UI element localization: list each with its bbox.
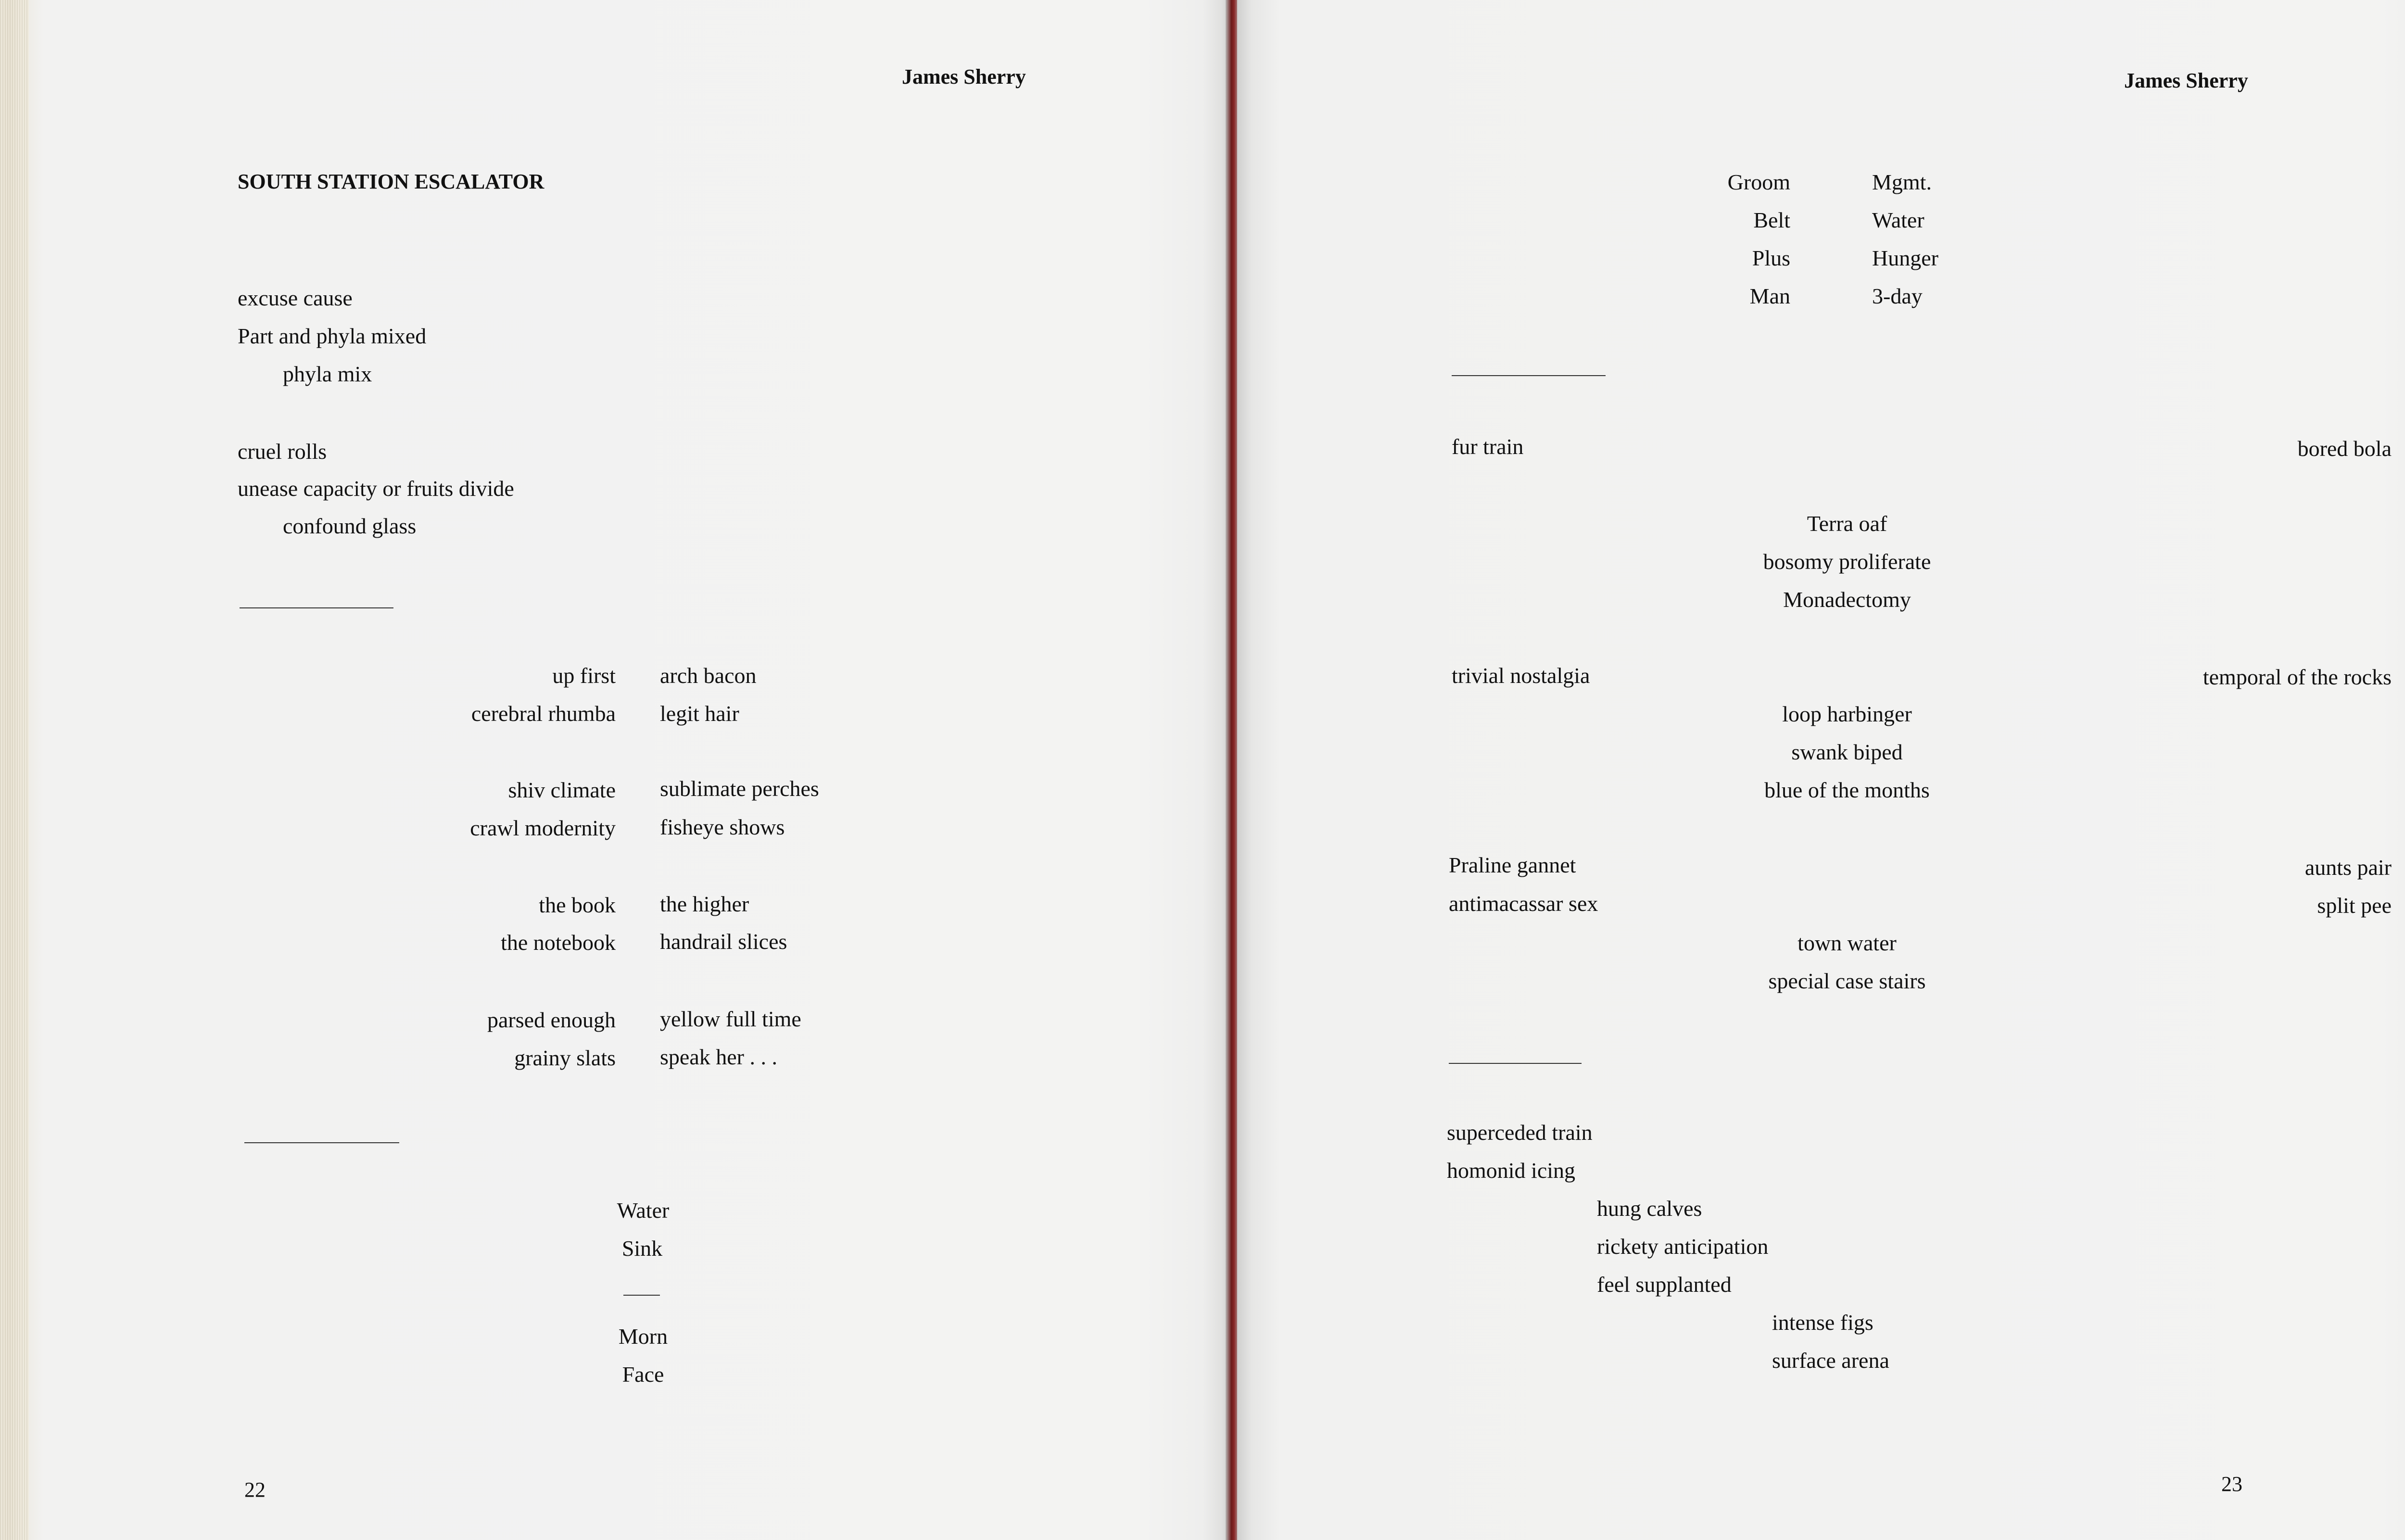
poem-line: Face xyxy=(622,1362,664,1387)
poem-line: arch bacon xyxy=(660,663,757,688)
poem-line: special case stairs xyxy=(1768,969,1926,993)
poem-line: grainy slats xyxy=(514,1046,616,1070)
poem-line: temporal of the rocks xyxy=(2202,665,2392,689)
poem-line: fisheye shows xyxy=(660,815,785,839)
poem-line: sublimate perches xyxy=(660,776,819,801)
page-number: 22 xyxy=(244,1478,266,1502)
poem-line: parsed enough xyxy=(487,1008,616,1032)
poem-line: bored bola xyxy=(2297,436,2392,461)
section-rule xyxy=(240,607,393,608)
poem-line: Plus xyxy=(1752,246,1790,270)
poem-line: yellow full time xyxy=(660,1007,801,1031)
page-edges xyxy=(0,0,29,1540)
poem-line: phyla mix xyxy=(283,362,372,386)
poem-line: the higher xyxy=(660,892,749,916)
poem-line: legit hair xyxy=(660,701,739,726)
poem-line: surface arena xyxy=(1772,1348,1889,1373)
poem-line: handrail slices xyxy=(660,929,787,954)
poem-line: split pee xyxy=(2317,893,2392,918)
poem-line: homonid icing xyxy=(1447,1158,1576,1183)
poem-line: Hunger xyxy=(1872,246,1938,270)
poem-line: Belt xyxy=(1753,208,1790,232)
poem-line: Water xyxy=(1872,208,1924,232)
poem-line: shiv climate xyxy=(508,778,616,802)
poem-line: Terra oaf xyxy=(1807,511,1887,536)
poem-line: aunts pair xyxy=(2304,855,2392,880)
poem-line: Praline gannet xyxy=(1449,853,1576,877)
section-rule xyxy=(244,1142,399,1143)
poem-line: 3-day xyxy=(1872,284,1923,308)
poem-line: Groom xyxy=(1727,170,1790,194)
poem-line: excuse cause xyxy=(238,286,353,310)
poem-title: SOUTH STATION ESCALATOR xyxy=(238,170,544,193)
poem-line: crawl modernity xyxy=(470,816,616,840)
poem-line: Man xyxy=(1749,284,1790,308)
short-rule xyxy=(623,1295,660,1296)
poem-line: Morn xyxy=(618,1324,668,1349)
poem-line: blue of the months xyxy=(1764,778,1930,802)
poem-line: trivial nostalgia xyxy=(1452,663,1590,688)
poem-line: Water xyxy=(617,1198,670,1223)
poem-line: antimacassar sex xyxy=(1449,891,1598,916)
poem-line: town water xyxy=(1797,931,1897,955)
poem-line: rickety anticipation xyxy=(1597,1234,1769,1259)
right-page xyxy=(1237,0,2405,1540)
poem-line: bosomy proliferate xyxy=(1763,549,1931,574)
poem-line: loop harbinger xyxy=(1782,702,1912,726)
section-rule xyxy=(1449,1063,1582,1064)
poem-line: unease capacity or fruits divide xyxy=(238,476,514,501)
running-header-right: James Sherry xyxy=(2124,69,2248,92)
poem-line: intense figs xyxy=(1772,1310,1873,1335)
poem-line: superceded train xyxy=(1447,1120,1593,1145)
poem-line: up first xyxy=(552,663,616,688)
poem-line: cerebral rhumba xyxy=(471,701,616,726)
running-header-left: James Sherry xyxy=(902,65,1026,88)
poem-line: the book xyxy=(539,893,616,917)
poem-line: confound glass xyxy=(283,514,417,538)
poem-line: swank biped xyxy=(1791,740,1903,764)
poem-line: fur train xyxy=(1452,434,1524,459)
poem-line: Sink xyxy=(621,1236,663,1261)
poem-line: hung calves xyxy=(1597,1196,1702,1221)
poem-line: Mgmt. xyxy=(1872,170,1932,194)
section-rule xyxy=(1452,375,1606,376)
poem-line: cruel rolls xyxy=(238,439,327,464)
poem-line: Part and phyla mixed xyxy=(238,324,427,348)
page-number: 23 xyxy=(2221,1472,2242,1496)
poem-line: the notebook xyxy=(501,930,616,955)
poem-line: feel supplanted xyxy=(1597,1272,1732,1297)
poem-line: speak her . . . xyxy=(660,1045,777,1069)
poem-line: Monadectomy xyxy=(1783,587,1911,612)
